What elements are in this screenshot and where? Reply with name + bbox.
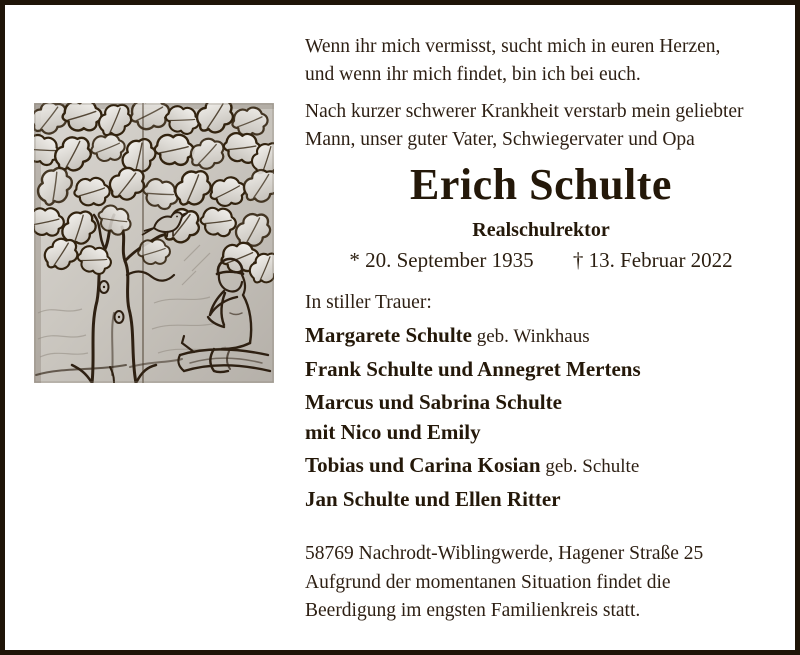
mourner-name: Jan Schulte und Ellen Ritter xyxy=(305,487,561,511)
notice-line-2: Beerdigung im engsten Familienkreis statt. xyxy=(305,600,641,621)
mourner-name: Margarete Schulte xyxy=(305,323,472,347)
mourner-line xyxy=(305,422,777,443)
mourners-list xyxy=(305,325,777,522)
memorial-artwork xyxy=(34,103,274,383)
obituary-text-column xyxy=(305,5,777,650)
mourner-line xyxy=(305,455,777,477)
mourner-line xyxy=(305,489,777,510)
mourner-suffix: geb. Schulte xyxy=(540,456,640,477)
intro-line-1: Nach kurzer schwerer Krankheit verstarb mein geliebter xyxy=(305,101,744,122)
epigraph-line-1: Wenn ihr mich vermisst, sucht mich in euren Herzen, xyxy=(305,36,721,57)
mourner-suffix: geb. Winkhaus xyxy=(471,326,590,347)
mourner-name: Tobias und Carina Kosian xyxy=(305,453,541,477)
deceased-name: Erich Schulte xyxy=(410,160,672,209)
intro-line-2: Mann, unser guter Vater, Schwiegervater und Opa xyxy=(305,129,695,150)
deceased-title: Realschulrektor xyxy=(472,219,610,241)
life-dates xyxy=(305,247,777,273)
mourning-heading: In stiller Trauer: xyxy=(305,292,432,313)
tree-relief-illustration xyxy=(34,103,274,383)
mourner-name: Marcus und Sabrina Schulte xyxy=(305,390,562,414)
birth-date: * 20. September 1935 xyxy=(349,248,534,272)
mourner-line xyxy=(305,392,777,413)
mourner-name: mit Nico und Emily xyxy=(305,420,481,444)
mourner-line xyxy=(305,359,777,380)
mourner-name: Frank Schulte und Annegret Mertens xyxy=(305,357,641,381)
notice-line-1: Aufgrund der momentanen Situation findet die xyxy=(305,572,671,593)
epigraph xyxy=(305,33,777,89)
epigraph-line-2: und wenn ihr mich findet, bin ich bei euch. xyxy=(305,64,641,85)
mourner-line xyxy=(305,325,777,347)
death-date: † 13. Februar 2022 xyxy=(572,248,733,272)
funeral-notice xyxy=(305,569,777,625)
address-line: 58769 Nachrodt-Wiblingwerde, Hagener Straße 25 xyxy=(305,543,704,564)
intro-text xyxy=(305,98,777,154)
